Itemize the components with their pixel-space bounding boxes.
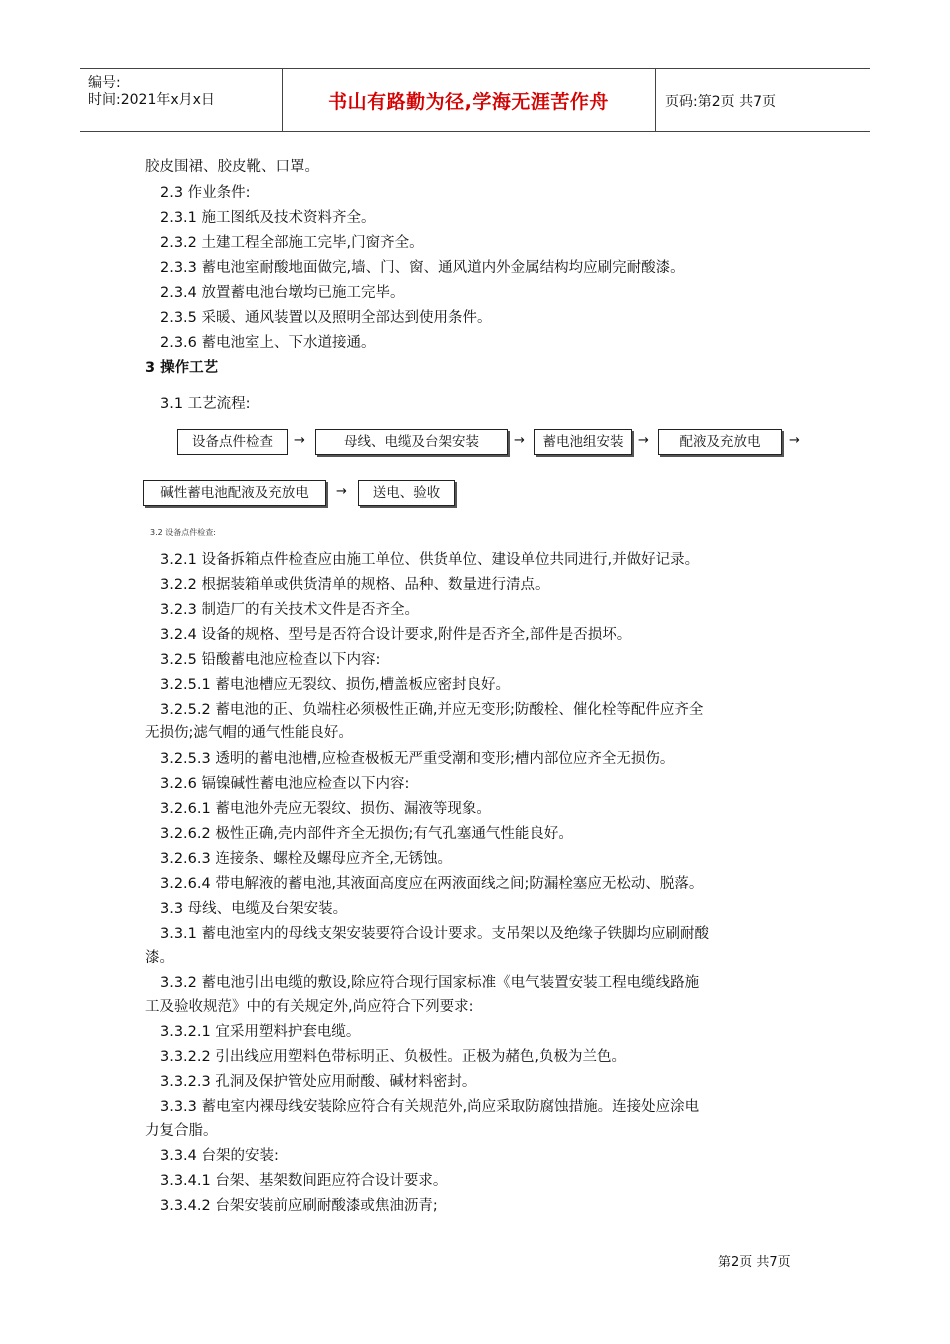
body-line: 2.3.3 蓄电池室耐酸地面做完,墙、门、窗、通风道内外金属结构均应刷完耐酸漆。 [160,260,685,276]
flow-step-1: 设备点件检查 [177,429,288,455]
body-line: 3.3.4.1 台架、基架数间距应符合设计要求。 [160,1173,448,1189]
body-line: 3.2.5.1 蓄电池槽应无裂纹、损伤,槽盖板应密封良好。 [160,677,510,693]
flow-arrow: → [336,484,347,499]
body-line: 3.3.2.3 孔洞及保护管处应用耐酸、碱材料密封。 [160,1074,477,1090]
flow-step-5: 碱性蓄电池配液及充放电 [143,480,326,506]
body-line: 2.3.4 放置蓄电池台墩均已施工完毕。 [160,285,405,301]
body-line: 3.2.6 镉镍碱性蓄电池应检查以下内容: [160,776,410,792]
body-line: 无损伤;滤气帽的通气性能良好。 [145,725,353,741]
body-line: 3.3.2.2 引出线应用塑料色带标明正、负极性。正极为赭色,负极为兰色。 [160,1049,626,1065]
body-line: 3.2.6.2 极性正确,壳内部件齐全无损伤;有气孔塞通气性能良好。 [160,826,573,842]
body-line: 3.2.3 制造厂的有关技术文件是否齐全。 [160,602,420,618]
body-line: 3.2.6.1 蓄电池外壳应无裂纹、损伤、漏液等现象。 [160,801,491,817]
body-line: 3.2.5.3 透明的蓄电池槽,应检查极板无严重受潮和变形;槽内部位应齐全无损伤。 [160,751,675,767]
header-page-label: 页码:第2页 共7页 [665,94,776,110]
page-header [80,68,870,132]
section-heading: 3.1 工艺流程: [160,396,251,412]
body-line: 2.3.1 施工图纸及技术资料齐全。 [160,210,376,226]
body-line: 3.2.5 铅酸蓄电池应检查以下内容: [160,652,381,668]
body-line: 3.2.5.2 蓄电池的正、负端柱必须极性正确,并应无变形;防酸栓、催化栓等配件应齐全 [160,702,704,718]
header-meta [80,69,283,131]
flow-step-6: 送电、验收 [358,480,455,506]
body-line: 3.2.6.3 连接条、螺栓及螺母应齐全,无锈蚀。 [160,851,452,867]
body-line: 3.3.1 蓄电池室内的母线支架安装要符合设计要求。支吊架以及绝缘子铁脚均应刷耐酸 [160,926,710,942]
body-line: 3.3.4.2 台架安装前应刷耐酸漆或焦油沥青; [160,1198,438,1214]
body-line: 3.3.3 蓄电室内裸母线安装除应符合有关规范外,尚应采取防腐蚀措施。连接处应涂电 [160,1099,700,1115]
section-heading-small: 3.2 设备点件检查: [150,528,216,537]
body-line: 2.3.5 采暖、通风装置以及照明全部达到使用条件。 [160,310,492,326]
body-line: 力复合脂。 [145,1123,218,1139]
body-line: 2.3.2 土建工程全部施工完毕,门窗齐全。 [160,235,424,251]
flow-arrow: → [638,433,649,448]
chapter-heading: 3 操作工艺 [145,360,219,376]
page-footer: 第2页 共7页 [718,1255,791,1270]
header-page-cell [655,69,870,131]
body-line: 胶皮围裙、胶皮靴、口罩。 [145,159,319,175]
body-line: 工及验收规范》中的有关规定外,尚应符合下列要求: [145,999,474,1015]
body-line: 2.3.6 蓄电池室上、下水道接通。 [160,335,376,351]
header-motto: 书山有路勤为径,学海无涯苦作舟 [328,91,609,113]
section-heading: 3.3 母线、电缆及台架安装。 [160,901,348,917]
body-line: 3.2.4 设备的规格、型号是否符合设计要求,附件是否齐全,部件是否损坏。 [160,627,632,643]
flow-arrow: → [789,433,800,448]
body-line: 漆。 [145,950,174,966]
header-motto-cell [282,69,656,131]
flow-step-2: 母线、电缆及台架安装 [315,429,508,455]
body-line: 3.3.2 蓄电池引出电缆的敷设,除应符合现行国家标准《电气装置安装工程电缆线路施 [160,975,700,991]
flow-step-4: 配液及充放电 [658,429,782,455]
body-line: 3.3.2.1 宜采用塑料护套电缆。 [160,1024,361,1040]
body-line: 3.2.2 根据装箱单或供货清单的规格、品种、数量进行清点。 [160,577,550,593]
body-line: 3.2.1 设备拆箱点件检查应由施工单位、供货单位、建设单位共同进行,并做好记录。 [160,552,700,568]
code-label: 编号: [88,75,121,91]
flow-arrow: → [514,433,525,448]
time-label: 时间:2021年x月x日 [88,92,215,108]
body-line: 3.3.4 台架的安装: [160,1148,279,1164]
flow-arrow: → [294,433,305,448]
flow-step-3: 蓄电池组安装 [534,429,632,455]
body-line: 3.2.6.4 带电解液的蓄电池,其液面高度应在两液面线之间;防漏栓塞应无松动、脱落。 [160,876,704,892]
section-heading: 2.3 作业条件: [160,185,251,201]
